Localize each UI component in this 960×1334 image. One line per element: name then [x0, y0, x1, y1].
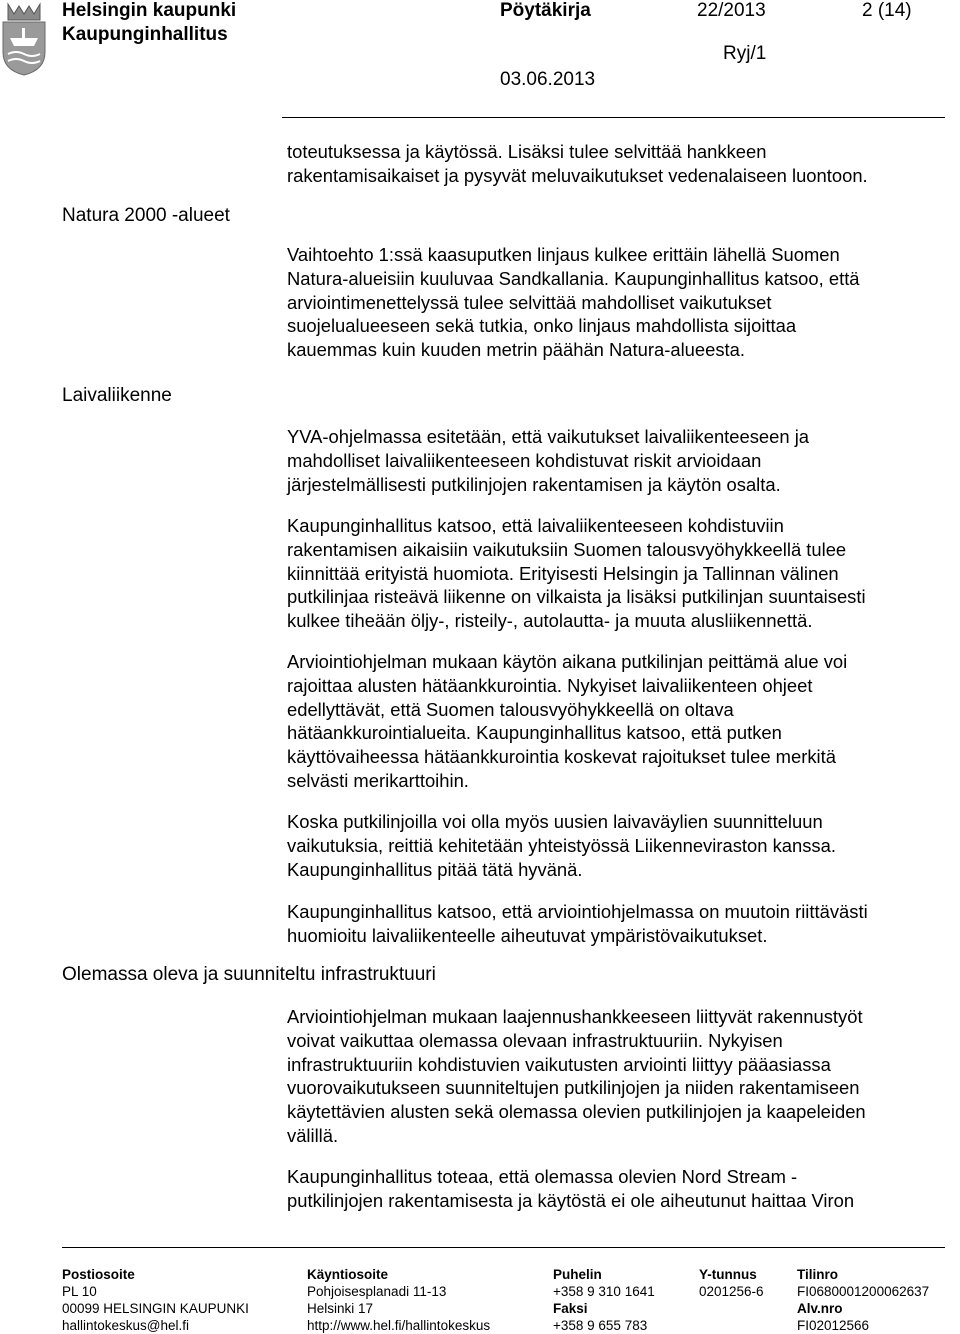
- governing-body: Kaupunginhallitus: [62, 24, 228, 45]
- footer-ytunnus: Y-tunnus 0201256-6: [699, 1267, 764, 1299]
- footer-puhelin: Puhelin +358 9 310 1641 Faksi +358 9 655 783: [553, 1267, 655, 1333]
- footer-web-link[interactable]: http://www.hel.fi/hallintokeskus: [307, 1318, 491, 1333]
- side-heading-infrastruktuuri: Olemassa oleva ja suunniteltu infrastruktuuri: [62, 964, 436, 985]
- paragraph: Arviointiohjelman mukaan laajennushankkeeseen liittyvät rakennustyöt voivat vaikuttaa olemassa olevaan infrastruktuuriin. Nykyisen infrastruktuuriin kohdistuvien vaikutusten arviointi liittyy pääasiassa vuorovaikutukseen suunniteltujen putkilinjojen ja niiden rakentamiseen käytettävien alusten sekä olemassa olevien putkilinjojen ja kaapeleiden välillä.: [287, 1006, 866, 1146]
- section-code: Ryj/1: [723, 43, 767, 64]
- organization-name: Helsingin kaupunki: [62, 0, 237, 21]
- side-heading-laivaliikenne: Laivaliikenne: [62, 385, 172, 406]
- footer-kayntiosoite: Käyntiosoite Pohjoisesplanadi 11-13 Helsinki 17 http://www.hel.fi/hallintokeskus: [307, 1267, 491, 1333]
- paragraph: Koska putkilinjoilla voi olla myös uusien laivaväylien suunnitteluun vaikutuksia, reittiä kehitetään yhteistyössä Liikenneviraston kanssa. Kaupunginhallitus pitää tätä hyvänä.: [287, 811, 836, 880]
- page-number: 2 (14): [862, 0, 912, 21]
- footer-postiosoite: Postiosoite PL 10 00099 HELSINGIN KAUPUNKI hallintokeskus@hel.fi: [62, 1267, 249, 1333]
- footer-divider: [62, 1247, 945, 1248]
- paragraph: Kaupunginhallitus katsoo, että laivaliikenteeseen kohdistuviin rakentamisen aikaisiin vaikutuksiin Suomen talousvyöhykkeellä tulee kiinnittää erityistä huomiota. Erityisesti Helsingin ja Tallinnan välinen putkilinjaa risteävä liikenne on vilkaista ja lisäksi putkilinjan suuntaisesti kulkee tiheään öljy-, risteily-, autolautta- ja muuta alusliikennettä.: [287, 515, 866, 632]
- footer-email-link[interactable]: hallintokeskus@hel.fi: [62, 1318, 190, 1333]
- paragraph: YVA-ohjelmassa esitetään, että vaikutukset laivaliikenteeseen ja mahdolliset laivaliikenteeseen kohdistuvat riskit arvioidaan järjestelmällisesti putkilinjojen rakentamisen ja käytön osalta.: [287, 426, 810, 495]
- paragraph: Kaupunginhallitus katsoo, että arviointiohjelmassa on muutoin riittävästi huomioitu laivaliikenteelle aiheutuvat ympäristövaikutukset.: [287, 901, 868, 946]
- document-number: 22/2013: [697, 0, 766, 21]
- helsinki-crest-logo: [0, 0, 48, 76]
- footer-tilinro: Tilinro FI0680001200062637 Alv.nro FI02012566: [797, 1267, 930, 1333]
- paragraph: Vaihtoehto 1:ssä kaasuputken linjaus kulkee erittäin lähellä Suomen Natura-alueisiin kuuluvaa Sandkallania. Kaupunginhallitus katsoo, että arviointimenettelyssä tulee selvittää mahdolliset vaikutukset suojelualueeseen sekä tutkia, onko linjaus mahdollista sijoittaa kauemmas kuin kuuden metrin päähän Natura-alueesta.: [287, 244, 860, 361]
- paragraph: toteutuksessa ja käytössä. Lisäksi tulee selvittää hankkeen rakentamisaikaiset ja pysyvät meluvaikutukset vedenalaiseen luontoon.: [287, 141, 868, 186]
- paragraph: Arviointiohjelman mukaan käytön aikana putkilinjan peittämä alue voi rajoittaa alusten hätäankkurointia. Nykyiset laivaliikenteen ohjeet edellyttävät, että Suomen talousvyöhykkeellä on oltava hätäankkurointialueita. Kaupunginhallitus katsoo, että putken käyttövaiheessa hätäankkurointia koskevat rajoitukset tulee merkitä selvästi merikarttoihin.: [287, 651, 848, 791]
- header-divider: [282, 117, 945, 118]
- document-date: 03.06.2013: [500, 69, 596, 90]
- side-heading-natura: Natura 2000 -alueet: [62, 205, 230, 226]
- document-type: Pöytäkirja: [500, 0, 591, 21]
- paragraph: Kaupunginhallitus toteaa, että olemassa olevien Nord Stream - putkilinjojen rakentamisesta ja käytöstä ei ole aiheutunut haittaa Viron: [287, 1166, 855, 1211]
